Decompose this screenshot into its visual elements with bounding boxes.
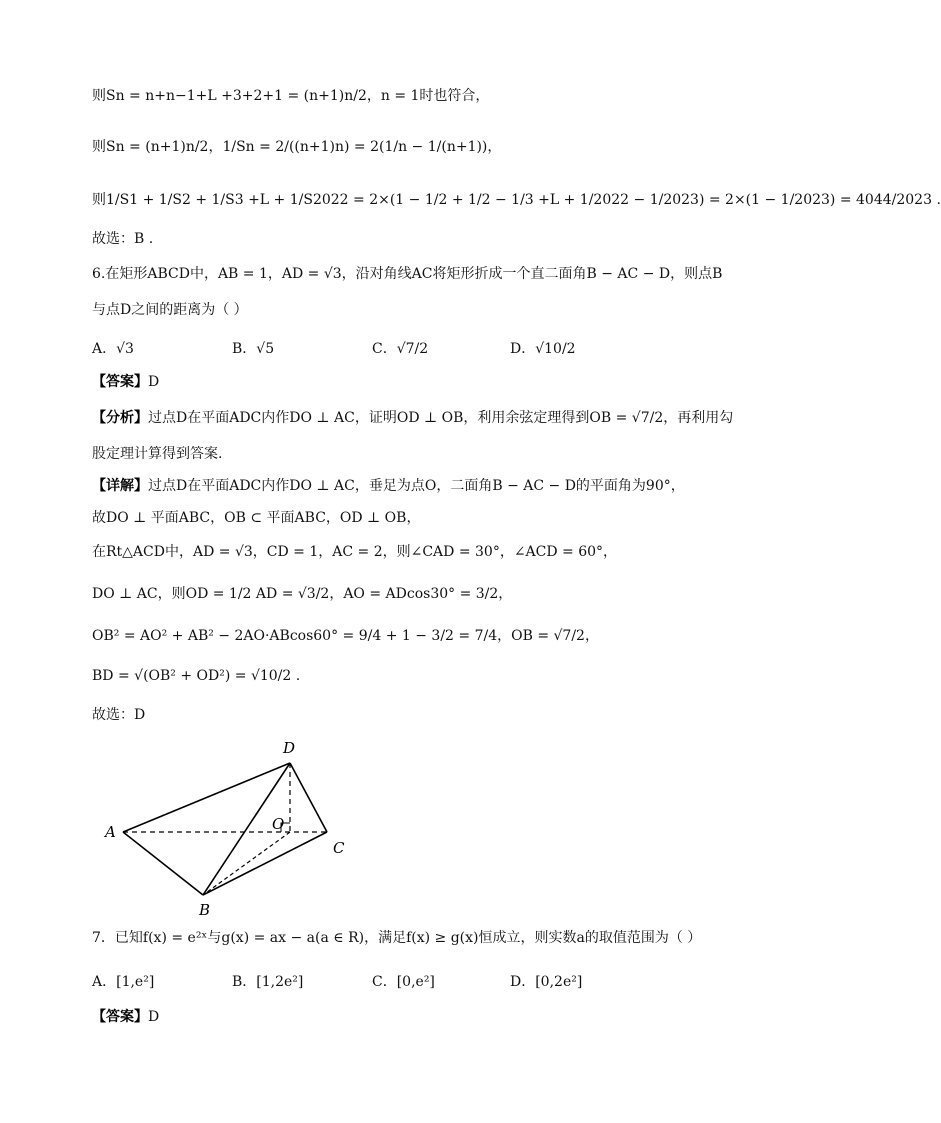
q7-stem: 7．已知f(x) = e²ˣ与g(x) = ax − a(a ∈ R)，满足f(x) ≥ g(x)恒成立，则实数a的取值范围为（ ）	[92, 930, 702, 946]
q7-option-d: D．[0,2e²]	[510, 974, 583, 990]
q7-option-a: A．[1,e²]	[92, 974, 155, 990]
q6-option-b: B．√5	[232, 341, 275, 357]
analysis-text: 过点D在平面ADC内作DO ⊥ AC，证明OD ⊥ OB，利用余弦定理得到OB = √7/2，再利用勾	[148, 410, 734, 426]
edge-BC	[203, 832, 327, 895]
q6-detail-line-4: DO ⊥ AC，则OD = 1/2 AD = √3/2，AO = ADcos30° = 3/2，	[92, 586, 513, 602]
label-A: A	[105, 823, 116, 841]
q6-detail-line-6: BD = √(OB² + OD²) = √10/2 .	[92, 668, 301, 684]
label-C: C	[333, 839, 345, 857]
q7-option-c: C．[0,e²]	[372, 974, 435, 990]
detail-tag: 【详解】	[92, 478, 148, 494]
edge-AD	[123, 763, 290, 832]
label-D: D	[283, 739, 296, 757]
q6-analysis-line-2: 股定理计算得到答案.	[92, 446, 223, 462]
q7-option-b: B．[1,2e²]	[232, 974, 304, 990]
analysis-tag: 【分析】	[92, 410, 148, 426]
answer-tag: 【答案】	[92, 1009, 148, 1025]
q6-answer	[92, 374, 159, 391]
q7-answer	[92, 1009, 159, 1026]
q6-option-d: D．√10/2	[510, 341, 576, 357]
detail-text: 过点D在平面ADC内作DO ⊥ AC，垂足为点O，二面角B − AC − D的平面角为90°，	[148, 478, 685, 494]
q6-detail-line-5: OB² = AO² + AB² − 2AO·ABcos60° = 9/4 + 1 − 3/2 = 7/4，OB = √7/2，	[92, 628, 599, 644]
q6-stem-line-1: 6.在矩形ABCD中，AB = 1，AD = √3，沿对角线AC将矩形折成一个直二面角B − AC − D，则点B	[92, 266, 723, 282]
solution-line-3: 则1/S1 + 1/S2 + 1/S3 +L + 1/S2022 = 2×(1 − 1/2 + 1/2 − 1/3 +L + 1/2022 − 1/2023) = 2×(1 − 1/2023) = 4044/2023 .	[92, 192, 941, 208]
q6-option-c: C．√7/2	[372, 341, 429, 357]
label-B: B	[199, 901, 211, 919]
geometry-figure	[95, 735, 365, 925]
solution-line-1: 则Sn = n+n−1+L +3+2+1 = (n+1)n/2，n = 1时也符合，	[92, 88, 490, 104]
q6-analysis-line-1	[92, 410, 733, 427]
q6-conclusion: 故选：D	[92, 707, 146, 723]
answer-value: D	[148, 374, 160, 390]
solution-answer: 故选：B .	[92, 231, 154, 247]
edge-OB-dashed	[203, 832, 290, 895]
answer-tag: 【答案】	[92, 374, 148, 390]
q6-detail-line-2: 故DO ⊥ 平面ABC，OB ⊂ 平面ABC，OD ⊥ OB，	[92, 510, 421, 526]
label-O: O	[272, 815, 285, 833]
q6-detail-line-3: 在Rt△ACD中，AD = √3，CD = 1，AC = 2，则∠CAD = 30°，∠ACD = 60°，	[92, 544, 618, 560]
q6-option-a: A．√3	[92, 341, 134, 357]
answer-value: D	[148, 1009, 160, 1025]
edge-AB	[123, 832, 203, 895]
solution-line-2: 则Sn = (n+1)n/2，1/Sn = 2/((n+1)n) = 2(1/n − 1/(n+1))，	[92, 139, 502, 155]
edge-DC	[290, 763, 327, 832]
q6-stem-line-2: 与点D之间的距离为（ ）	[92, 302, 248, 318]
q6-detail-line-1	[92, 478, 685, 495]
